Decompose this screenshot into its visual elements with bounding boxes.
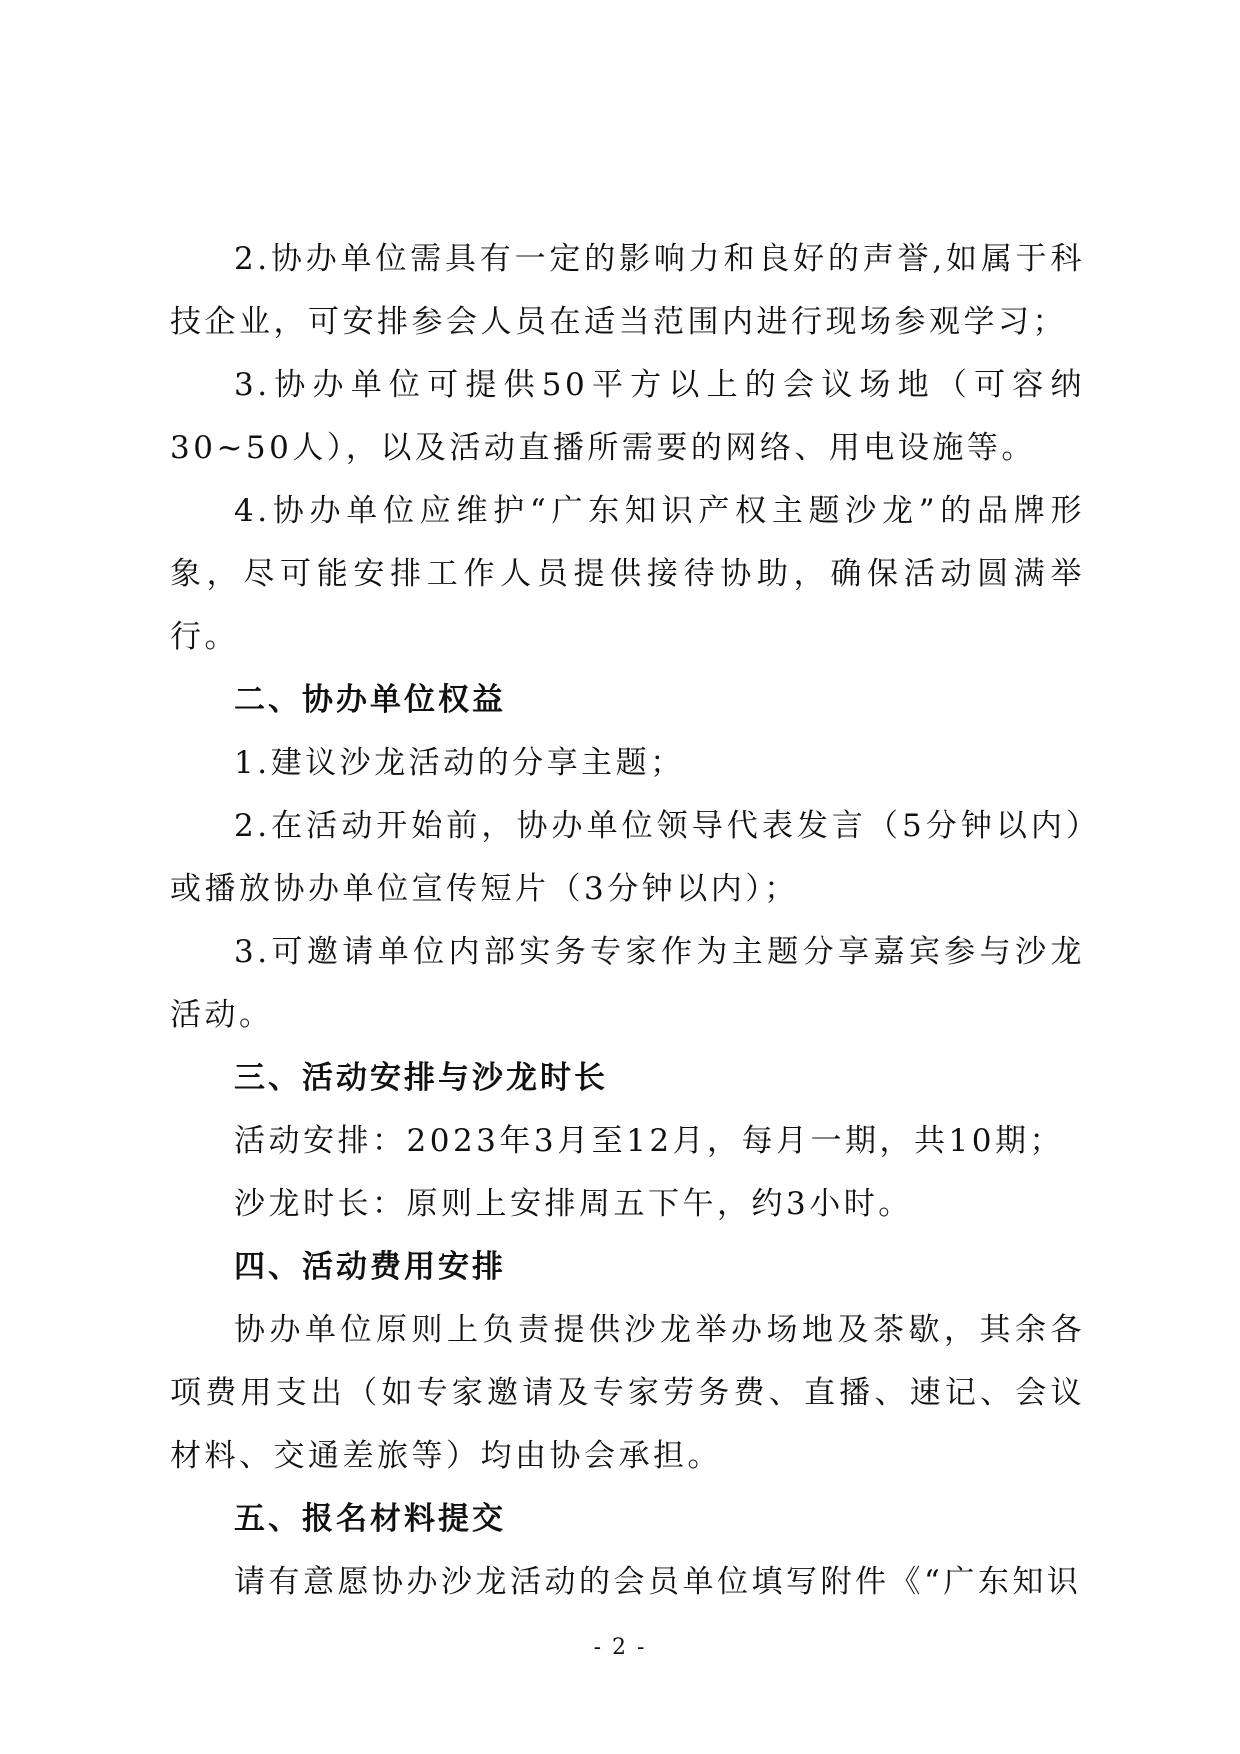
paragraph-rights-3: 3.可邀请单位内部实务专家作为主题分享嘉宾参与沙龙活动。: [170, 934, 1085, 1033]
paragraph-rights-1: 1.建议沙龙活动的分享主题；: [234, 745, 685, 781]
page-number: - 2 -: [593, 1635, 647, 1660]
section-heading-rights: 二、协办单位权益: [234, 682, 506, 718]
paragraph-rights-2: 2.在活动开始前，协办单位领导代表发言（5分钟以内）或播放协办单位宣传短片（3分钟以内）；: [170, 808, 1085, 907]
paragraph-requirement-3: 3.协办单位可提供50平方以上的会议场地（可容纳30~50人），以及活动直播所需要的网络、用电设施等。: [170, 367, 1085, 466]
section-heading-schedule: 三、活动安排与沙龙时长: [234, 1060, 608, 1096]
paragraph-requirement-2: 2.协办单位需具有一定的影响力和良好的声誉,如属于科技企业，可安排参会人员在适当范围内进行现场参观学习；: [170, 241, 1085, 340]
section-heading-costs: 四、活动费用安排: [234, 1249, 506, 1285]
paragraph-submission: 请有意愿协办沙龙活动的会员单位填写附件《“广东知识: [234, 1564, 1082, 1600]
paragraph-costs: 协办单位原则上负责提供沙龙举办场地及茶歇，其余各项费用支出（如专家邀请及专家劳务费、直播、速记、会议材料、交通差旅等）均由协会承担。: [170, 1312, 1085, 1474]
section-heading-submission: 五、报名材料提交: [234, 1501, 506, 1537]
paragraph-requirement-4: 4.协办单位应维护“广东知识产权主题沙龙”的品牌形象，尽可能安排工作人员提供接待协助，确保活动圆满举行。: [170, 493, 1085, 655]
paragraph-schedule: 活动安排：2023年3月至12月，每月一期，共10期；: [234, 1123, 1065, 1159]
document-body: [170, 228, 1085, 1614]
paragraph-duration: 沙龙时长：原则上安排周五下午，约3小时。: [234, 1186, 913, 1222]
